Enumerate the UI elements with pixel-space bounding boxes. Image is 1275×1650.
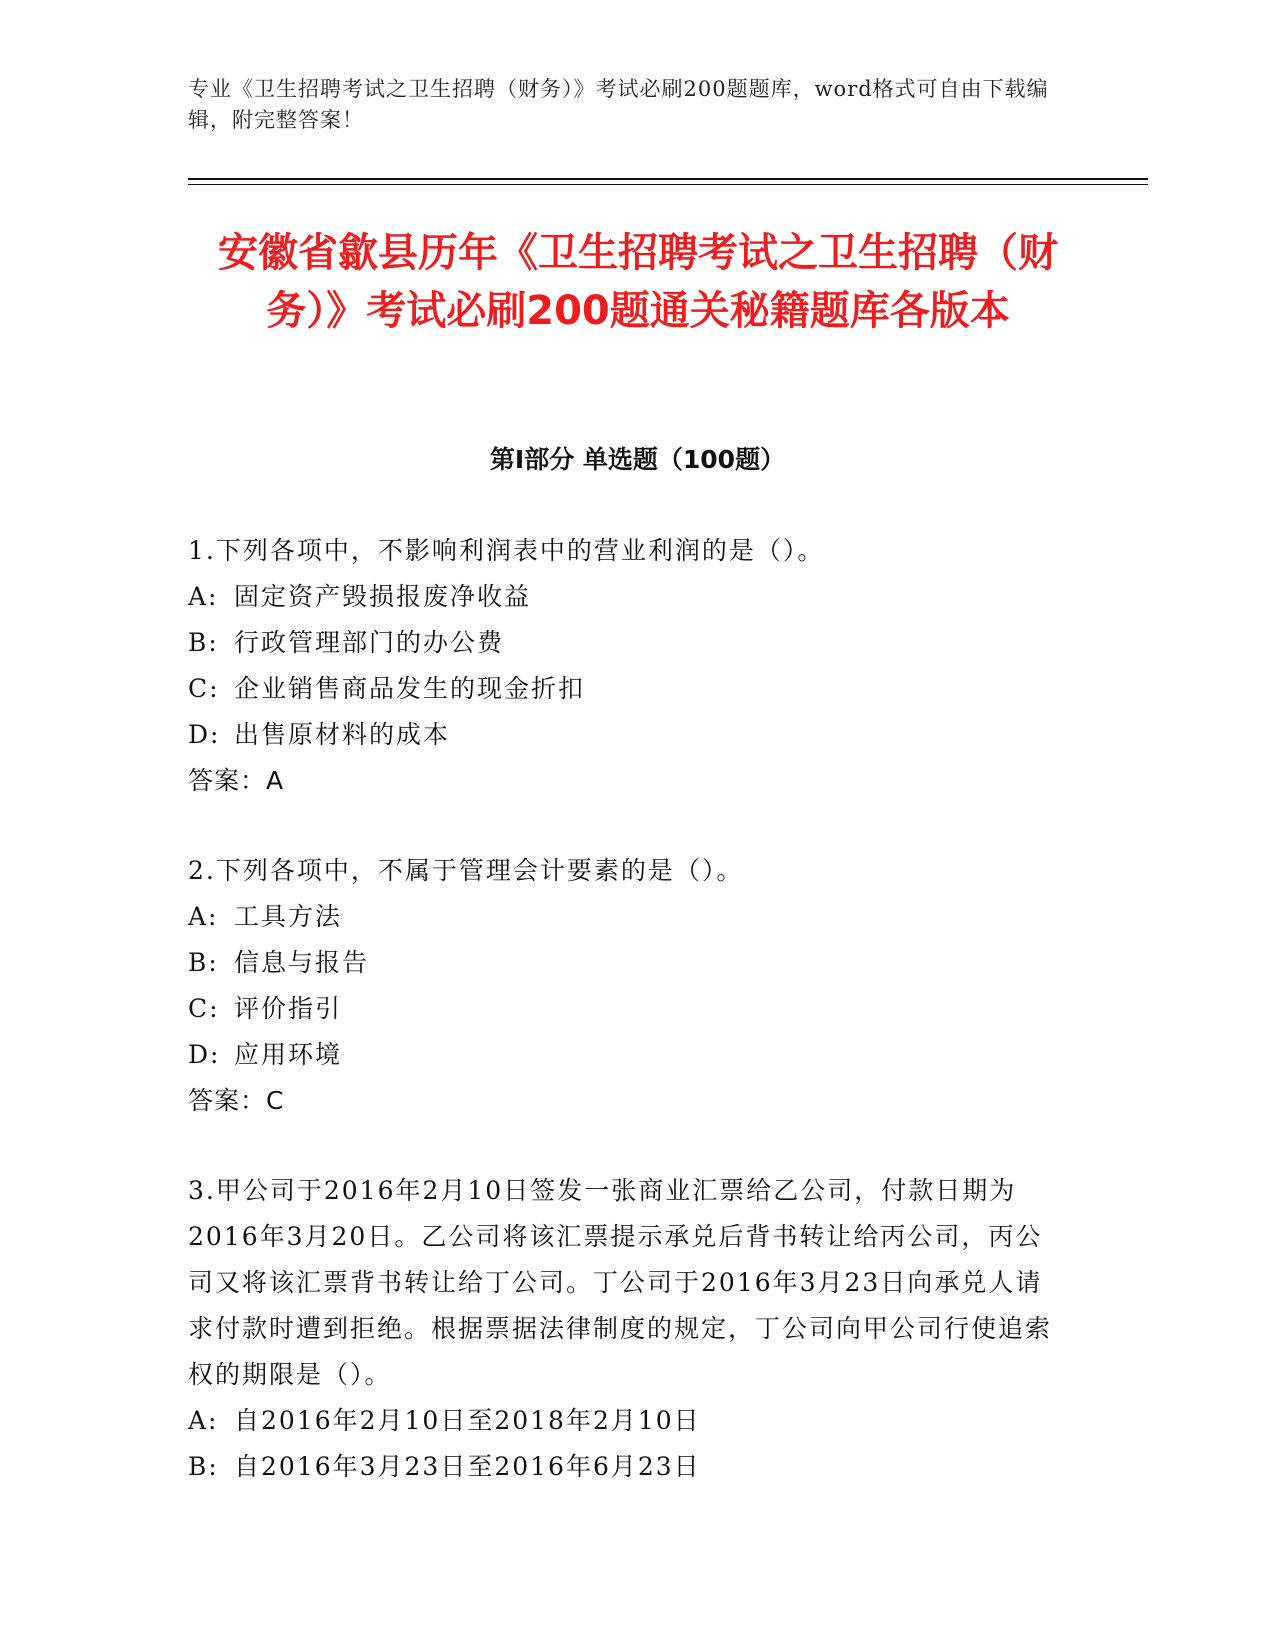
option-d — [188, 712, 1068, 758]
header-rule-thick — [188, 178, 1148, 180]
answer-label: 答案： — [188, 1086, 267, 1115]
option-letter: B: — [188, 628, 219, 657]
answer-label: 答案： — [188, 766, 267, 795]
section-heading: 第I部分 单选题（100题） — [489, 445, 786, 474]
header-rule-thin — [188, 184, 1148, 185]
answer — [188, 758, 1068, 804]
answer-value: A — [266, 766, 285, 795]
header-note: 专业《卫生招聘考试之卫生招聘（财务）》考试必刷200题题库，word格式可自由下载编辑，附完整答案！ — [188, 77, 1049, 132]
option-a — [188, 574, 1068, 620]
question-stem: 3.甲公司于2016年2月10日签发一张商业汇票给乙公司，付款日期为2016年3月20日。乙公司将该汇票提示承兑后背书转让给丙公司，丙公司又将该汇票背书转让给丁公司。丁公司于2016年3月23日向承兑人请求付款时遭到拒绝。根据票据法律制度的规定，丁公司向甲公司行使追索权的期限是（）。 — [188, 1176, 1053, 1389]
option-letter: D: — [188, 1040, 221, 1069]
option-letter: C: — [188, 674, 220, 703]
option-letter: D: — [188, 720, 221, 749]
option-d — [188, 1032, 1068, 1078]
option-letter: A: — [188, 582, 219, 611]
option-c — [188, 666, 1068, 712]
option-text: 行政管理部门的办公费 — [234, 628, 505, 657]
question-2 — [188, 848, 1068, 1124]
option-text: 信息与报告 — [234, 948, 370, 977]
option-b — [188, 1444, 1068, 1490]
question-list — [188, 528, 1068, 1534]
question-3 — [188, 1168, 1068, 1490]
answer-value: C — [266, 1086, 285, 1115]
option-letter: C: — [188, 994, 220, 1023]
option-text: 固定资产毁损报废净收益 — [234, 582, 532, 611]
option-b — [188, 620, 1068, 666]
document-title: 安徽省歙县历年《卫生招聘考试之卫生招聘（财务）》考试必刷200题通关秘籍题库各版本 — [218, 230, 1058, 334]
option-text: 企业销售商品发生的现金折扣 — [234, 674, 586, 703]
option-letter: A: — [188, 902, 219, 931]
question-1 — [188, 528, 1068, 804]
option-text: 自2016年3月23日至2016年6月23日 — [234, 1452, 701, 1481]
option-letter: B: — [188, 948, 219, 977]
option-text: 自2016年2月10日至2018年2月10日 — [234, 1406, 701, 1435]
option-letter: A: — [188, 1406, 219, 1435]
answer — [188, 1078, 1068, 1124]
option-text: 评价指引 — [234, 994, 343, 1023]
option-text: 出售原材料的成本 — [234, 720, 451, 749]
option-letter: B: — [188, 1452, 219, 1481]
option-c — [188, 986, 1068, 1032]
question-stem: 2.下列各项中，不属于管理会计要素的是（）。 — [188, 856, 744, 885]
option-b — [188, 940, 1068, 986]
option-a — [188, 1398, 1068, 1444]
option-text: 工具方法 — [234, 902, 343, 931]
option-a — [188, 894, 1068, 940]
option-text: 应用环境 — [234, 1040, 343, 1069]
question-stem: 1.下列各项中，不影响利润表中的营业利润的是（）。 — [188, 536, 825, 565]
